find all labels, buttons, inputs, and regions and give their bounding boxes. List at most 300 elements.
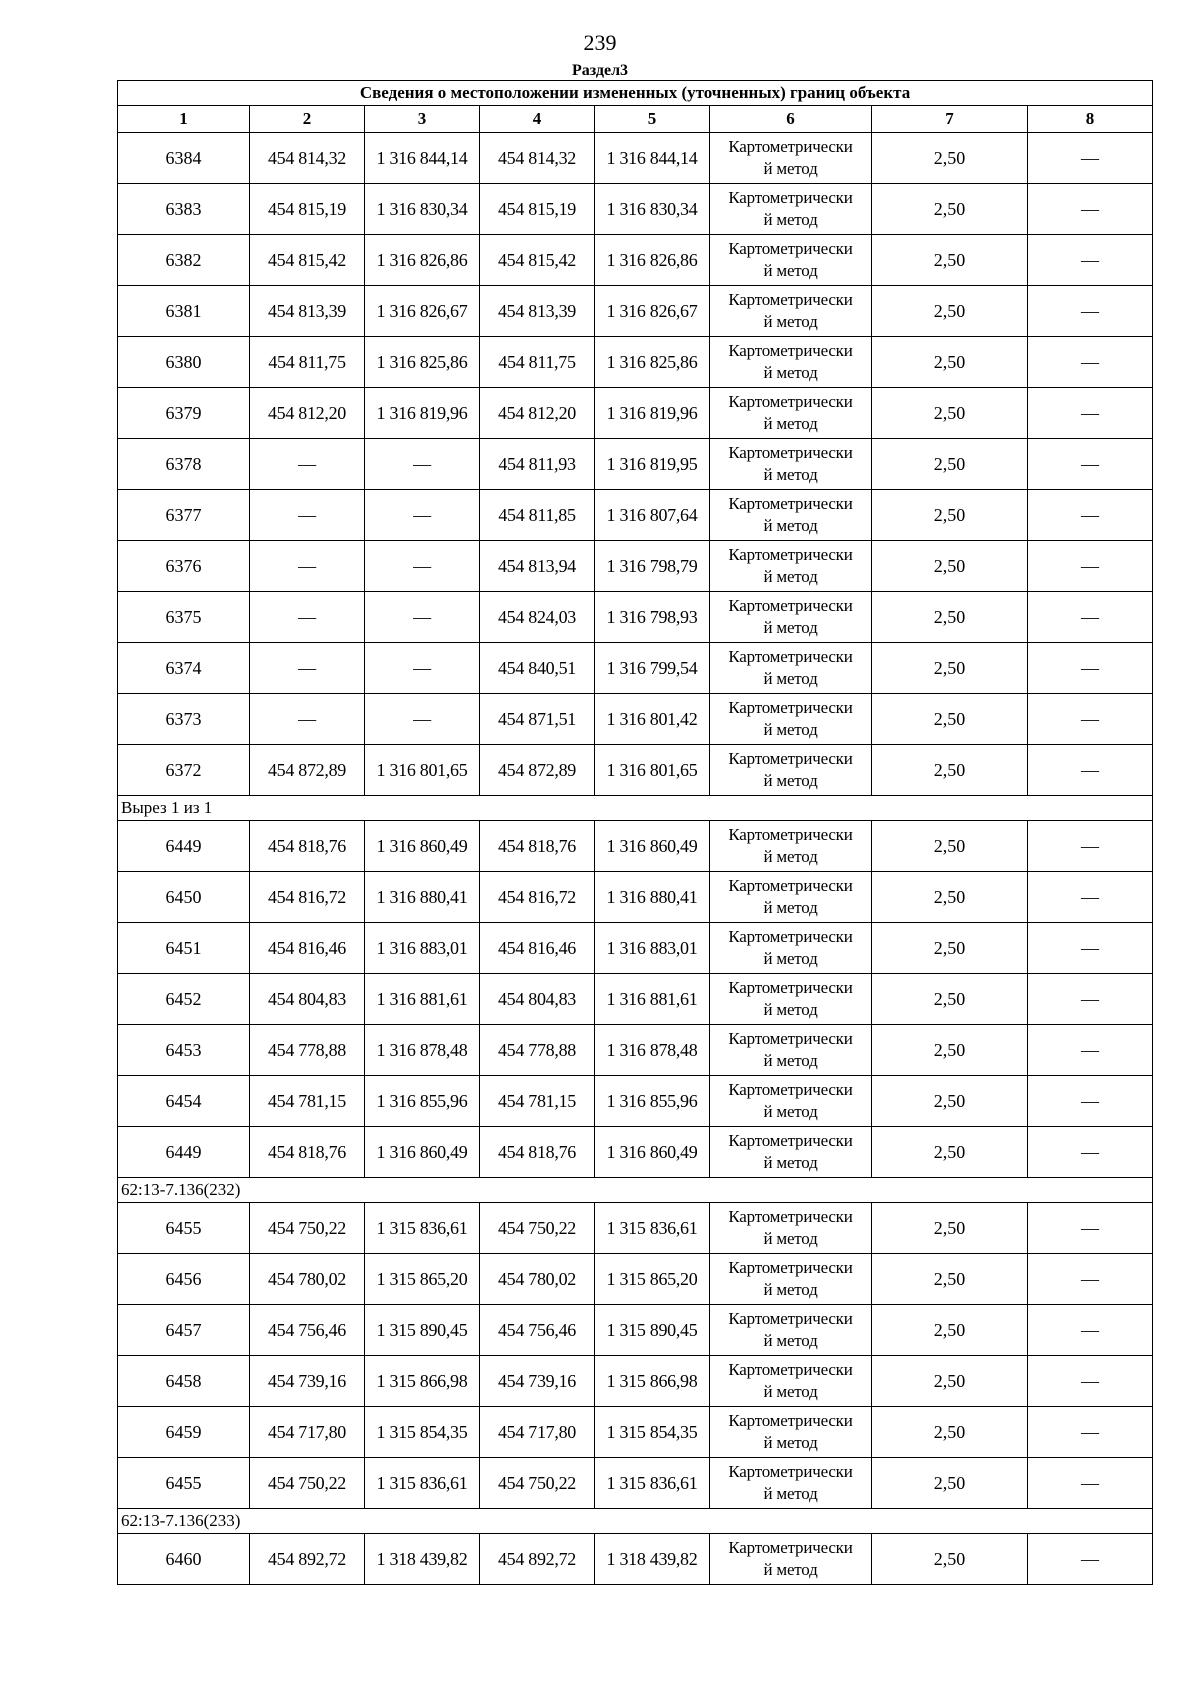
new-y-cell: 1 316 883,01 xyxy=(595,923,710,974)
existing-x-cell: 454 812,20 xyxy=(250,388,365,439)
existing-y-cell: — xyxy=(365,439,480,490)
method-cell xyxy=(710,439,872,490)
new-y-cell: 1 316 801,65 xyxy=(595,745,710,796)
new-y-cell: 1 316 855,96 xyxy=(595,1076,710,1127)
method-line: й метод xyxy=(763,1000,818,1019)
description-cell: — xyxy=(1028,745,1153,796)
description-cell: — xyxy=(1028,694,1153,745)
method-line: й метод xyxy=(763,1102,818,1121)
method-line: й метод xyxy=(763,949,818,968)
method-line: Картометрически xyxy=(728,494,853,513)
accuracy-cell: 2,50 xyxy=(872,745,1028,796)
table-row xyxy=(118,872,1153,923)
description-cell: — xyxy=(1028,1305,1153,1356)
existing-x-cell: — xyxy=(250,439,365,490)
new-x-cell: 454 780,02 xyxy=(480,1254,595,1305)
existing-y-cell: 1 316 825,86 xyxy=(365,337,480,388)
method-line: Картометрически xyxy=(728,392,853,411)
new-y-cell: 1 316 880,41 xyxy=(595,872,710,923)
new-y-cell: 1 316 826,86 xyxy=(595,235,710,286)
new-x-cell: 454 815,42 xyxy=(480,235,595,286)
existing-y-cell: 1 316 855,96 xyxy=(365,1076,480,1127)
existing-x-cell: 454 778,88 xyxy=(250,1025,365,1076)
column-number: 6 xyxy=(710,106,872,133)
method-line: й метод xyxy=(763,1560,818,1579)
method-cell xyxy=(710,1127,872,1178)
method-line: й метод xyxy=(763,720,818,739)
accuracy-cell: 2,50 xyxy=(872,286,1028,337)
existing-x-cell: — xyxy=(250,592,365,643)
description-cell: — xyxy=(1028,1203,1153,1254)
description-cell: — xyxy=(1028,1127,1153,1178)
table-row xyxy=(118,923,1153,974)
method-line: й метод xyxy=(763,210,818,229)
column-number: 3 xyxy=(365,106,480,133)
table-row xyxy=(118,592,1153,643)
method-cell xyxy=(710,541,872,592)
method-line: й метод xyxy=(763,847,818,866)
existing-x-cell: — xyxy=(250,490,365,541)
method-line: Картометрически xyxy=(728,825,853,844)
table-row xyxy=(118,541,1153,592)
existing-x-cell: 454 750,22 xyxy=(250,1203,365,1254)
new-y-cell: 1 316 830,34 xyxy=(595,184,710,235)
new-x-cell: 454 818,76 xyxy=(480,1127,595,1178)
accuracy-cell: 2,50 xyxy=(872,184,1028,235)
new-y-cell: 1 315 866,98 xyxy=(595,1356,710,1407)
existing-x-cell: 454 872,89 xyxy=(250,745,365,796)
table-row xyxy=(118,1305,1153,1356)
description-cell: — xyxy=(1028,643,1153,694)
method-cell xyxy=(710,923,872,974)
description-cell: — xyxy=(1028,1407,1153,1458)
group-label: 62:13-7.136(233) xyxy=(118,1509,1153,1534)
accuracy-cell: 2,50 xyxy=(872,1127,1028,1178)
new-x-cell: 454 840,51 xyxy=(480,643,595,694)
method-cell xyxy=(710,1305,872,1356)
method-line: Картометрически xyxy=(728,647,853,666)
accuracy-cell: 2,50 xyxy=(872,133,1028,184)
description-cell: — xyxy=(1028,388,1153,439)
new-y-cell: 1 315 836,61 xyxy=(595,1203,710,1254)
method-line: й метод xyxy=(763,771,818,790)
new-x-cell: 454 811,75 xyxy=(480,337,595,388)
existing-x-cell: 454 815,19 xyxy=(250,184,365,235)
existing-y-cell: 1 316 860,49 xyxy=(365,1127,480,1178)
method-line: Картометрически xyxy=(728,1462,853,1481)
method-cell xyxy=(710,337,872,388)
new-y-cell: 1 315 854,35 xyxy=(595,1407,710,1458)
new-x-cell: 454 750,22 xyxy=(480,1203,595,1254)
new-y-cell: 1 316 798,79 xyxy=(595,541,710,592)
new-x-cell: 454 811,85 xyxy=(480,490,595,541)
accuracy-cell: 2,50 xyxy=(872,821,1028,872)
table-row xyxy=(118,745,1153,796)
method-cell xyxy=(710,1356,872,1407)
column-number: 4 xyxy=(480,106,595,133)
new-y-cell: 1 316 807,64 xyxy=(595,490,710,541)
table-row xyxy=(118,184,1153,235)
accuracy-cell: 2,50 xyxy=(872,974,1028,1025)
table-title: Сведения о местоположении измененных (уточненных) границ объекта xyxy=(118,81,1153,106)
boundary-coordinates-table xyxy=(117,80,1153,1585)
point-number-cell: 6379 xyxy=(118,388,250,439)
point-number-cell: 6452 xyxy=(118,974,250,1025)
method-line: й метод xyxy=(763,159,818,178)
point-number-cell: 6376 xyxy=(118,541,250,592)
new-x-cell: 454 756,46 xyxy=(480,1305,595,1356)
new-x-cell: 454 813,39 xyxy=(480,286,595,337)
table-row xyxy=(118,235,1153,286)
new-x-cell: 454 871,51 xyxy=(480,694,595,745)
point-number-cell: 6378 xyxy=(118,439,250,490)
method-line: й метод xyxy=(763,1229,818,1248)
group-row xyxy=(118,796,1153,821)
existing-y-cell: 1 316 826,86 xyxy=(365,235,480,286)
method-line: й метод xyxy=(763,363,818,382)
existing-y-cell: 1 316 878,48 xyxy=(365,1025,480,1076)
point-number-cell: 6456 xyxy=(118,1254,250,1305)
description-cell: — xyxy=(1028,286,1153,337)
method-cell xyxy=(710,694,872,745)
method-line: Картометрически xyxy=(728,137,853,156)
new-y-cell: 1 316 801,42 xyxy=(595,694,710,745)
existing-y-cell: 1 316 881,61 xyxy=(365,974,480,1025)
table-row xyxy=(118,974,1153,1025)
existing-y-cell: 1 315 836,61 xyxy=(365,1458,480,1509)
accuracy-cell: 2,50 xyxy=(872,1076,1028,1127)
accuracy-cell: 2,50 xyxy=(872,1356,1028,1407)
description-cell: — xyxy=(1028,592,1153,643)
method-line: й метод xyxy=(763,898,818,917)
new-y-cell: 1 316 844,14 xyxy=(595,133,710,184)
accuracy-cell: 2,50 xyxy=(872,1025,1028,1076)
existing-x-cell: 454 892,72 xyxy=(250,1534,365,1585)
point-number-cell: 6459 xyxy=(118,1407,250,1458)
method-line: Картометрически xyxy=(728,1029,853,1048)
method-line: й метод xyxy=(763,618,818,637)
method-line: й метод xyxy=(763,669,818,688)
table-row xyxy=(118,388,1153,439)
point-number-cell: 6381 xyxy=(118,286,250,337)
accuracy-cell: 2,50 xyxy=(872,235,1028,286)
new-y-cell: 1 316 819,96 xyxy=(595,388,710,439)
table-row xyxy=(118,286,1153,337)
method-cell xyxy=(710,745,872,796)
new-y-cell: 1 316 860,49 xyxy=(595,1127,710,1178)
existing-x-cell: 454 818,76 xyxy=(250,1127,365,1178)
method-line: Картометрически xyxy=(728,239,853,258)
table-row xyxy=(118,1076,1153,1127)
existing-x-cell: 454 816,72 xyxy=(250,872,365,923)
accuracy-cell: 2,50 xyxy=(872,337,1028,388)
point-number-cell: 6374 xyxy=(118,643,250,694)
new-x-cell: 454 892,72 xyxy=(480,1534,595,1585)
new-x-cell: 454 812,20 xyxy=(480,388,595,439)
method-line: Картометрически xyxy=(728,341,853,360)
method-cell xyxy=(710,1458,872,1509)
point-number-cell: 6382 xyxy=(118,235,250,286)
point-number-cell: 6455 xyxy=(118,1203,250,1254)
existing-x-cell: 454 814,32 xyxy=(250,133,365,184)
existing-y-cell: 1 316 819,96 xyxy=(365,388,480,439)
accuracy-cell: 2,50 xyxy=(872,872,1028,923)
point-number-cell: 6453 xyxy=(118,1025,250,1076)
method-cell xyxy=(710,643,872,694)
table-row xyxy=(118,337,1153,388)
description-cell: — xyxy=(1028,439,1153,490)
existing-x-cell: — xyxy=(250,694,365,745)
point-number-cell: 6384 xyxy=(118,133,250,184)
existing-x-cell: 454 780,02 xyxy=(250,1254,365,1305)
existing-x-cell: 454 756,46 xyxy=(250,1305,365,1356)
method-line: Картометрически xyxy=(728,1309,853,1328)
method-line: Картометрически xyxy=(728,1258,853,1277)
description-cell: — xyxy=(1028,235,1153,286)
new-x-cell: 454 816,46 xyxy=(480,923,595,974)
point-number-cell: 6458 xyxy=(118,1356,250,1407)
accuracy-cell: 2,50 xyxy=(872,388,1028,439)
method-cell xyxy=(710,1025,872,1076)
description-cell: — xyxy=(1028,1534,1153,1585)
method-line: Картометрически xyxy=(728,1538,853,1557)
method-cell xyxy=(710,1254,872,1305)
table-row xyxy=(118,133,1153,184)
section-label: Раздел3 xyxy=(571,62,629,79)
new-y-cell: 1 318 439,82 xyxy=(595,1534,710,1585)
table-row xyxy=(118,1203,1153,1254)
new-y-cell: 1 315 865,20 xyxy=(595,1254,710,1305)
column-number: 2 xyxy=(250,106,365,133)
group-row xyxy=(118,1509,1153,1534)
existing-y-cell: 1 315 854,35 xyxy=(365,1407,480,1458)
existing-y-cell: — xyxy=(365,541,480,592)
method-line: й метод xyxy=(763,1051,818,1070)
existing-x-cell: 454 717,80 xyxy=(250,1407,365,1458)
description-cell: — xyxy=(1028,1254,1153,1305)
method-line: Картометрически xyxy=(728,749,853,768)
accuracy-cell: 2,50 xyxy=(872,541,1028,592)
method-line: й метод xyxy=(763,567,818,586)
table-row xyxy=(118,694,1153,745)
existing-x-cell: 454 750,22 xyxy=(250,1458,365,1509)
method-line: й метод xyxy=(763,1484,818,1503)
method-line: й метод xyxy=(763,414,818,433)
existing-y-cell: 1 316 883,01 xyxy=(365,923,480,974)
group-label: 62:13-7.136(232) xyxy=(118,1178,1153,1203)
method-line: Картометрически xyxy=(728,927,853,946)
existing-y-cell: 1 316 826,67 xyxy=(365,286,480,337)
existing-x-cell: 454 811,75 xyxy=(250,337,365,388)
method-cell xyxy=(710,592,872,643)
page-number: 239 xyxy=(583,30,617,55)
method-cell xyxy=(710,974,872,1025)
method-line: Картометрически xyxy=(728,443,853,462)
method-line: й метод xyxy=(763,1331,818,1350)
existing-x-cell: — xyxy=(250,643,365,694)
column-number-row xyxy=(118,106,1153,133)
accuracy-cell: 2,50 xyxy=(872,439,1028,490)
new-x-cell: 454 813,94 xyxy=(480,541,595,592)
point-number-cell: 6454 xyxy=(118,1076,250,1127)
existing-x-cell: 454 739,16 xyxy=(250,1356,365,1407)
description-cell: — xyxy=(1028,490,1153,541)
method-cell xyxy=(710,1076,872,1127)
new-x-cell: 454 824,03 xyxy=(480,592,595,643)
method-line: й метод xyxy=(763,516,818,535)
table-row xyxy=(118,490,1153,541)
point-number-cell: 6372 xyxy=(118,745,250,796)
existing-y-cell: 1 315 836,61 xyxy=(365,1203,480,1254)
existing-y-cell: — xyxy=(365,643,480,694)
group-label: Вырез 1 из 1 xyxy=(118,796,1153,821)
new-x-cell: 454 818,76 xyxy=(480,821,595,872)
new-x-cell: 454 739,16 xyxy=(480,1356,595,1407)
point-number-cell: 6449 xyxy=(118,821,250,872)
point-number-cell: 6375 xyxy=(118,592,250,643)
description-cell: — xyxy=(1028,541,1153,592)
existing-y-cell: 1 318 439,82 xyxy=(365,1534,480,1585)
method-line: Картометрически xyxy=(728,1207,853,1226)
point-number-cell: 6457 xyxy=(118,1305,250,1356)
new-x-cell: 454 778,88 xyxy=(480,1025,595,1076)
point-number-cell: 6455 xyxy=(118,1458,250,1509)
point-number-cell: 6373 xyxy=(118,694,250,745)
method-line: Картометрически xyxy=(728,1080,853,1099)
existing-y-cell: 1 315 865,20 xyxy=(365,1254,480,1305)
existing-y-cell: 1 316 860,49 xyxy=(365,821,480,872)
description-cell: — xyxy=(1028,1458,1153,1509)
column-number: 1 xyxy=(118,106,250,133)
method-cell xyxy=(710,133,872,184)
method-cell xyxy=(710,184,872,235)
existing-y-cell: 1 316 844,14 xyxy=(365,133,480,184)
method-line: Картометрически xyxy=(728,290,853,309)
new-y-cell: 1 315 890,45 xyxy=(595,1305,710,1356)
method-line: й метод xyxy=(763,1153,818,1172)
table-row xyxy=(118,1356,1153,1407)
column-number: 7 xyxy=(872,106,1028,133)
method-line: й метод xyxy=(763,1433,818,1452)
new-y-cell: 1 315 836,61 xyxy=(595,1458,710,1509)
method-line: Картометрически xyxy=(728,876,853,895)
description-cell: — xyxy=(1028,1025,1153,1076)
method-line: й метод xyxy=(763,1382,818,1401)
existing-y-cell: — xyxy=(365,592,480,643)
existing-y-cell: 1 316 830,34 xyxy=(365,184,480,235)
description-cell: — xyxy=(1028,184,1153,235)
new-y-cell: 1 316 825,86 xyxy=(595,337,710,388)
existing-y-cell: 1 315 866,98 xyxy=(365,1356,480,1407)
accuracy-cell: 2,50 xyxy=(872,694,1028,745)
existing-x-cell: — xyxy=(250,541,365,592)
new-x-cell: 454 811,93 xyxy=(480,439,595,490)
existing-x-cell: 454 818,76 xyxy=(250,821,365,872)
existing-x-cell: 454 816,46 xyxy=(250,923,365,974)
column-number: 5 xyxy=(595,106,710,133)
accuracy-cell: 2,50 xyxy=(872,1534,1028,1585)
description-cell: — xyxy=(1028,821,1153,872)
table-row xyxy=(118,1025,1153,1076)
point-number-cell: 6450 xyxy=(118,872,250,923)
method-line: й метод xyxy=(763,312,818,331)
new-y-cell: 1 316 799,54 xyxy=(595,643,710,694)
table-row xyxy=(118,1127,1153,1178)
accuracy-cell: 2,50 xyxy=(872,1254,1028,1305)
description-cell: — xyxy=(1028,133,1153,184)
existing-y-cell: 1 315 890,45 xyxy=(365,1305,480,1356)
column-number: 8 xyxy=(1028,106,1153,133)
existing-y-cell: 1 316 801,65 xyxy=(365,745,480,796)
accuracy-cell: 2,50 xyxy=(872,1305,1028,1356)
accuracy-cell: 2,50 xyxy=(872,1458,1028,1509)
table-row xyxy=(118,1254,1153,1305)
method-line: Картометрически xyxy=(728,1360,853,1379)
existing-x-cell: 454 815,42 xyxy=(250,235,365,286)
method-line: Картометрически xyxy=(728,1131,853,1150)
description-cell: — xyxy=(1028,1076,1153,1127)
method-cell xyxy=(710,1407,872,1458)
method-cell xyxy=(710,1534,872,1585)
point-number-cell: 6380 xyxy=(118,337,250,388)
existing-y-cell: — xyxy=(365,490,480,541)
existing-x-cell: 454 813,39 xyxy=(250,286,365,337)
existing-x-cell: 454 804,83 xyxy=(250,974,365,1025)
description-cell: — xyxy=(1028,872,1153,923)
method-line: Картометрически xyxy=(728,596,853,615)
new-x-cell: 454 781,15 xyxy=(480,1076,595,1127)
accuracy-cell: 2,50 xyxy=(872,923,1028,974)
accuracy-cell: 2,50 xyxy=(872,592,1028,643)
new-x-cell: 454 717,80 xyxy=(480,1407,595,1458)
point-number-cell: 6377 xyxy=(118,490,250,541)
accuracy-cell: 2,50 xyxy=(872,490,1028,541)
description-cell: — xyxy=(1028,974,1153,1025)
new-y-cell: 1 316 860,49 xyxy=(595,821,710,872)
method-line: Картометрически xyxy=(728,1411,853,1430)
new-y-cell: 1 316 878,48 xyxy=(595,1025,710,1076)
method-cell xyxy=(710,490,872,541)
group-row xyxy=(118,1178,1153,1203)
accuracy-cell: 2,50 xyxy=(872,1203,1028,1254)
new-x-cell: 454 872,89 xyxy=(480,745,595,796)
point-number-cell: 6451 xyxy=(118,923,250,974)
new-y-cell: 1 316 826,67 xyxy=(595,286,710,337)
method-cell xyxy=(710,1203,872,1254)
new-x-cell: 454 750,22 xyxy=(480,1458,595,1509)
new-x-cell: 454 815,19 xyxy=(480,184,595,235)
method-cell xyxy=(710,872,872,923)
existing-x-cell: 454 781,15 xyxy=(250,1076,365,1127)
new-y-cell: 1 316 819,95 xyxy=(595,439,710,490)
method-cell xyxy=(710,821,872,872)
accuracy-cell: 2,50 xyxy=(872,1407,1028,1458)
table-row xyxy=(118,1458,1153,1509)
method-line: й метод xyxy=(763,1280,818,1299)
point-number-cell: 6383 xyxy=(118,184,250,235)
method-cell xyxy=(710,286,872,337)
new-x-cell: 454 816,72 xyxy=(480,872,595,923)
new-y-cell: 1 316 798,93 xyxy=(595,592,710,643)
table-row xyxy=(118,439,1153,490)
table-row xyxy=(118,643,1153,694)
existing-y-cell: — xyxy=(365,694,480,745)
description-cell: — xyxy=(1028,337,1153,388)
point-number-cell: 6449 xyxy=(118,1127,250,1178)
method-line: й метод xyxy=(763,261,818,280)
accuracy-cell: 2,50 xyxy=(872,643,1028,694)
method-line: Картометрически xyxy=(728,545,853,564)
